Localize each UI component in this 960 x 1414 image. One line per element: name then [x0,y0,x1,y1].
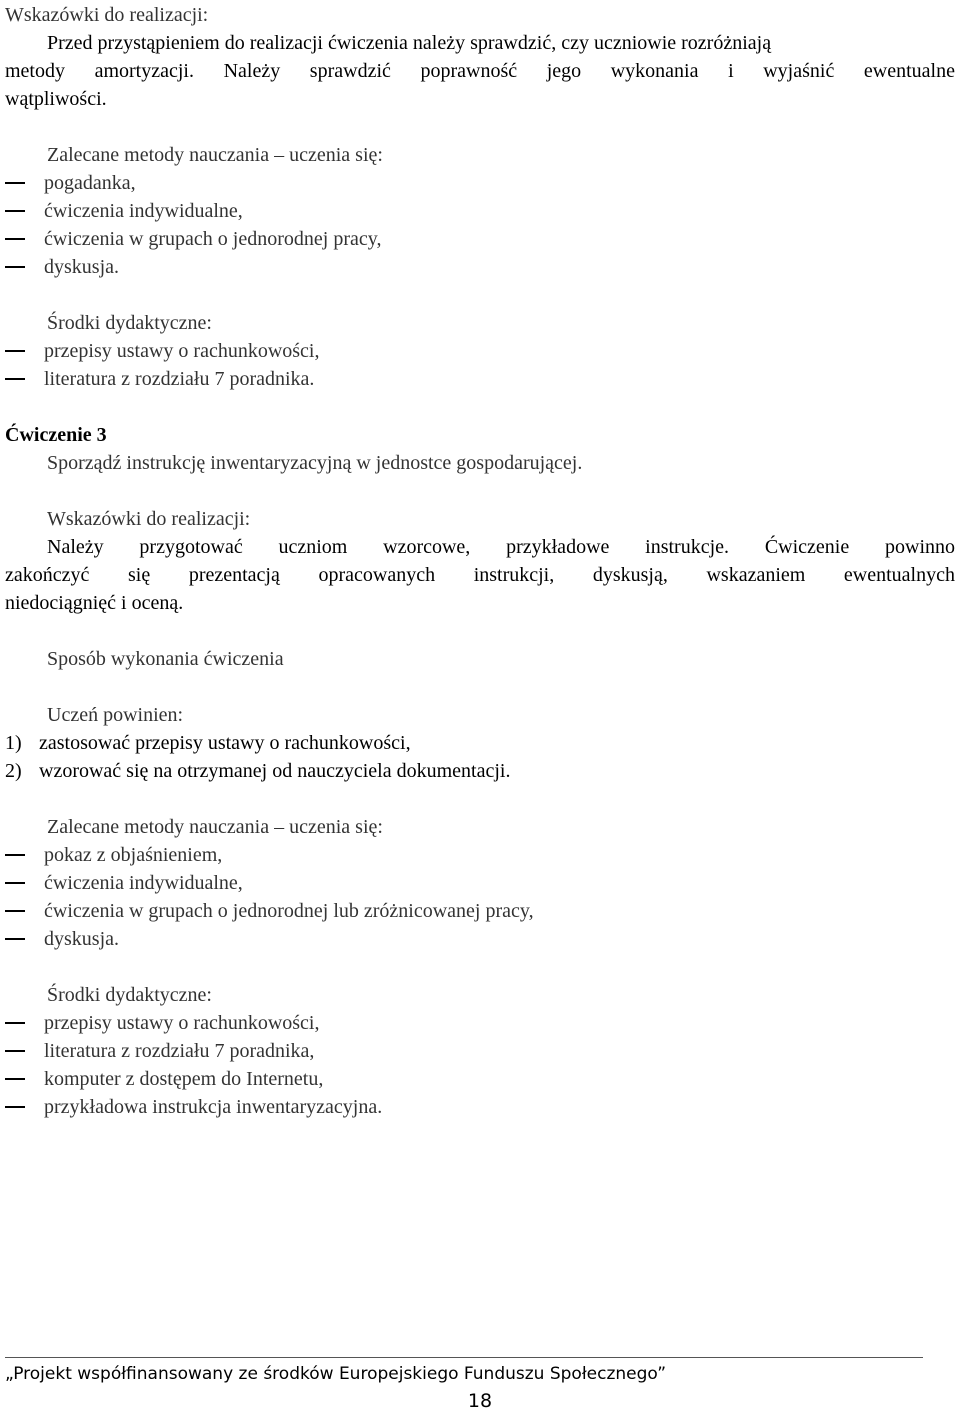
guidelines-paragraph-line: Należy przygotować uczniom wzorcowe, przykładowe instrukcje. Ćwiczenie powinno [47,536,955,558]
footer-project-note: „Projekt współfinansowany ze środków Europejskiego Funduszu Społecznego” [5,1364,667,1384]
methods-heading: Zalecane metody nauczania – uczenia się: [47,144,383,166]
guidelines-paragraph-line: wątpliwości. [5,88,107,110]
guidelines-paragraph-line: Przed przystąpieniem do realizacji ćwiczenia należy sprawdzić, czy uczniowie rozróżniają [47,32,772,54]
page-number: 18 [467,1390,493,1412]
guidelines-paragraph-line: metody amortyzacji. Należy sprawdzić poprawność jego wykonania i wyjaśnić ewentualne [5,60,955,82]
dash-bullet [5,1022,25,1024]
dash-bullet [5,378,25,380]
dash-bullet [5,938,25,940]
student-should-heading: Uczeń powinien: [47,704,184,726]
dash-bullet [5,1050,25,1052]
dash-bullet [5,882,25,884]
dash-bullet [5,182,25,184]
exercise-task: Sporządź instrukcję inwentaryzacyjną w jednostce gospodarującej. [47,452,583,474]
dash-bullet [5,854,25,856]
exercise-title: Ćwiczenie 3 [5,424,107,446]
dash-bullet [5,910,25,912]
guidelines-heading: Wskazówki do realizacji: [47,508,251,530]
footer-divider [5,1357,923,1358]
dash-bullet [5,210,25,212]
teaching-aids-heading: Środki dydaktyczne: [47,984,212,1006]
dash-bullet [5,266,25,268]
teaching-aids-heading: Środki dydaktyczne: [47,312,212,334]
methods-heading: Zalecane metody nauczania – uczenia się: [47,816,383,838]
dash-bullet [5,1106,25,1108]
guidelines-paragraph-line: niedociągnięć i oceną. [5,592,184,614]
guidelines-paragraph-line: zakończyć się prezentacją opracowanych instrukcji, dyskusją, wskazaniem ewentualnych [5,564,955,586]
guidelines-heading: Wskazówki do realizacji: [5,4,209,26]
dash-bullet [5,238,25,240]
dash-bullet [5,1078,25,1080]
dash-bullet [5,350,25,352]
execution-heading: Sposób wykonania ćwiczenia [47,648,284,670]
